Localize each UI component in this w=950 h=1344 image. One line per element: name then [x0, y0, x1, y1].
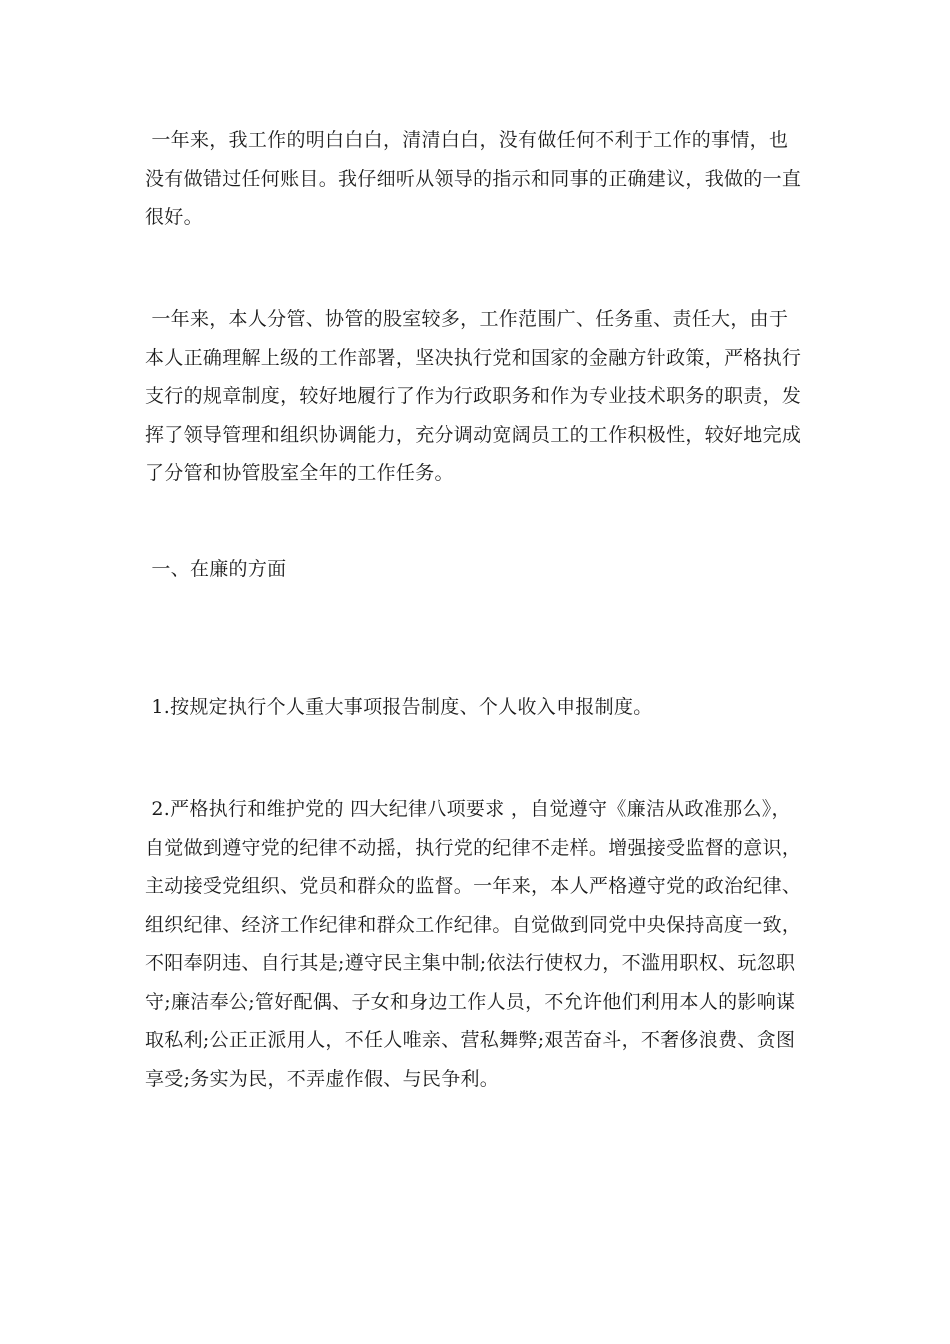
list-item-2: [145, 790, 807, 1098]
section-heading: 一、在廉的方面: [145, 558, 287, 580]
list-item-1: [145, 688, 807, 727]
paragraph-responsibilities-text: 一年来，本人分管、协管的股室较多，工作范围广、任务重、责任大，由于本人正确理解上级的工作部署，坚决执行党和国家的金融方针政策，严格执行支行的规章制度，较好地履行了作为行政职务和作为专业技术职务的职责，发挥了领导管理和组织协调能力，充分调动宽阔员工的工作积极性，较好地完成了分管和协管股室全年的工作任务。: [145, 308, 802, 484]
list-item-2-text: 2.严格执行和维护党的 四大纪律八项要求 ，自觉遵守《廉洁从政准那么》，自觉做到遵守党的纪律不动摇，执行党的纪律不走样。增强接受监督的意识，主动接受党组织、党员和群众的监督。一年来，本人严格遵守党的政治纪律、组织纪律、经济工作纪律和群众工作纪律。自觉做到同党中央保持高度一致，不阳奉阴违、自行其是;遵守民主集中制;依法行使权力，不滥用职权、玩忽职守;廉洁奉公;管好配偶、子女和身边工作人员，不允许他们利用本人的影响谋取私利;公正正派用人，不任人唯亲、营私舞弊;艰苦奋斗，不奢侈浪费、贪图享受;务实为民，不弄虚作假、与民争利。: [145, 798, 802, 1090]
paragraph-annual-work-text: 一年来，我工作的明白白白，清清白白，没有做任何不利于工作的事情，也没有做错过任何账目。我仔细听从领导的指示和同事的正确建议，我做的一直很好。: [145, 129, 802, 228]
paragraph-annual-work: [145, 121, 807, 237]
list-item-1-text: 1.按规定执行个人重大事项报告制度、个人收入申报制度。: [151, 696, 653, 718]
paragraph-responsibilities: [145, 300, 807, 493]
